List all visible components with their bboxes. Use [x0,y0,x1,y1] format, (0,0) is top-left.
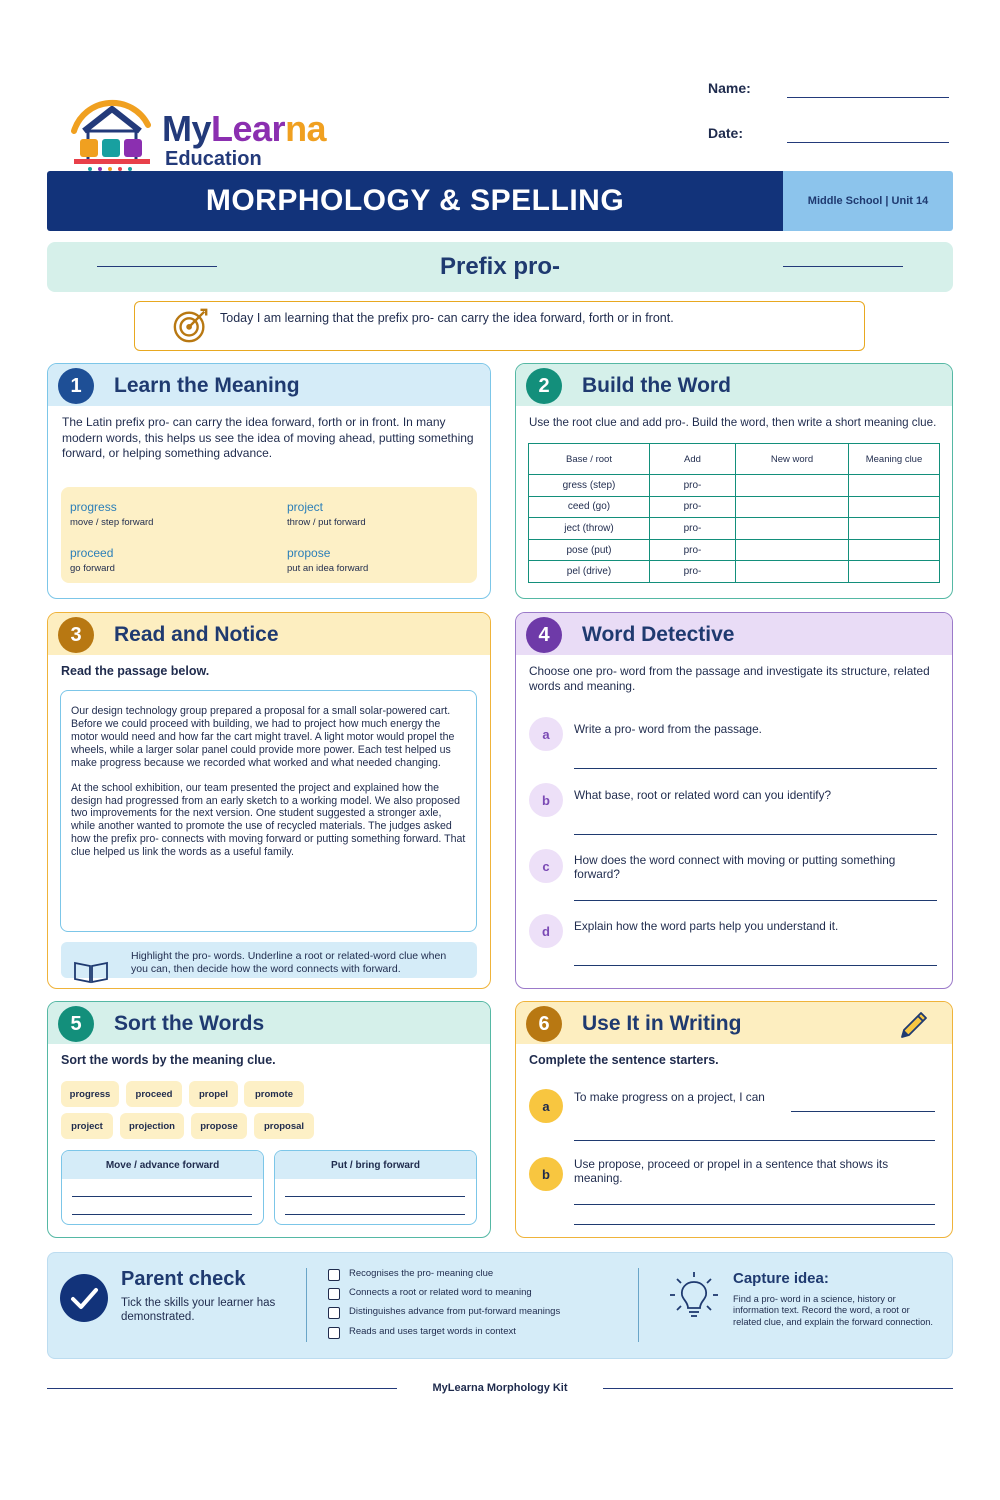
add-cell: pro- [650,518,736,540]
writing-instruction: Complete the sentence starters. [529,1053,719,1067]
skill-checkbox[interactable] [328,1288,340,1300]
column-header: Meaning clue [849,444,940,475]
book-icon [73,960,109,984]
parent-check-title: Parent check [121,1268,246,1290]
card-title: Word Detective [582,623,735,646]
skill-label: Connects a root or related word to meaning [349,1287,532,1298]
question-letter: b [529,783,563,817]
capture-title: Capture idea: [733,1270,829,1287]
title-banner [47,171,783,231]
sort-answer-line[interactable] [72,1196,252,1197]
new-word-cell[interactable] [736,475,849,497]
topic-divider-right [783,266,903,267]
question-text: Explain how the word parts help you understand it. [574,919,839,933]
level-text: Middle School | Unit 14 [807,195,929,207]
base-cell: pose (put) [529,539,650,561]
question-text: What base, root or related word can you identify? [574,788,832,802]
name-field[interactable] [787,97,949,98]
answer-line[interactable] [574,768,937,769]
checkmark-icon [60,1274,108,1322]
logo-subtitle: Education [165,148,262,170]
word-definition: go forward [70,563,115,574]
writing-line[interactable] [574,1224,935,1225]
card-title: Sort the Words [114,1012,265,1035]
sort-instruction: Sort the words by the meaning clue. [61,1053,276,1067]
writing-line[interactable] [791,1111,935,1112]
word-entry [70,500,153,528]
table-row [529,539,940,561]
skill-checkbox[interactable] [328,1327,340,1339]
pencil-icon [897,1008,931,1042]
passage-paragraph: Our design technology group prepared a proposal for a small solar-powered cart. Before we could proceed with building, we had to project how much energy the motor would need and how far the cart might travel. A light motor would propel the wheels, while a larger solar panel could provide more power. Each test helped us make progress because we recorded what worked and what needed changing. [71,705,455,769]
skill-label: Reads and uses target words in context [349,1326,516,1337]
new-word-cell[interactable] [736,518,849,540]
sort-answer-line[interactable] [72,1214,252,1215]
meaning-clue-cell[interactable] [849,518,940,540]
add-cell: pro- [650,561,736,583]
topic-divider-left [97,266,217,267]
word-chip[interactable]: progress [61,1081,119,1107]
reading-passage [60,690,477,932]
page-title: MORPHOLOGY & SPELLING [205,184,625,217]
add-cell: pro- [650,496,736,518]
table-row [529,496,940,518]
prompt-text: To make progress on a project, I can [574,1090,765,1104]
word-entry [287,546,368,574]
sort-column-header: Put / bring forward [275,1151,476,1179]
meaning-clue-cell[interactable] [849,496,940,518]
word: proceed [70,546,114,560]
name-label: Name: [708,80,751,96]
date-label: Date: [708,125,744,141]
word-chip[interactable]: propose [191,1113,247,1139]
meaning-clue-cell[interactable] [849,475,940,497]
prompt-letter: a [529,1089,563,1123]
sort-answer-line[interactable] [285,1196,465,1197]
word: propose [287,546,331,560]
prompt-text: Use propose, proceed or propel in a sentence that shows its meaning. [574,1157,889,1186]
prompt-letter: b [529,1157,563,1191]
skill-checkbox[interactable] [328,1307,340,1319]
learning-goal-text: Today I am learning that the prefix pro- can carry the idea forward, forth or in front. [220,311,674,325]
table-row [529,561,940,583]
meaning-clue-cell[interactable] [849,561,940,583]
topic-bar [47,242,953,292]
footer-text: MyLearna Morphology Kit [432,1382,568,1394]
add-cell: pro- [650,475,736,497]
word-entry [287,500,366,528]
topic-title: Prefix pro- [439,253,561,280]
word: progress [70,500,117,514]
skill-label: Recognises the pro- meaning clue [349,1268,494,1279]
base-cell: pel (drive) [529,561,650,583]
word-chip[interactable]: projection [120,1113,184,1139]
logo-name: MyLearna [162,108,327,149]
lightbulb-icon [668,1270,720,1322]
parent-check-subtitle: Tick the skills your learner has demonstrated. [121,1297,276,1323]
card-title: Use It in Writing [582,1012,742,1035]
capture-text: Find a pro- word in a science, history or information text. Record the word, a root or related clue, and explain the forward connection. [733,1294,934,1327]
word-definition: put an idea forward [287,563,369,574]
divider [638,1268,639,1342]
word-definition: move / step forward [70,517,154,528]
question-letter: c [529,849,563,883]
question-letter: d [529,914,563,948]
base-cell: ject (throw) [529,518,650,540]
add-cell: pro- [650,539,736,561]
word-chip[interactable]: proceed [126,1081,182,1107]
word-entry [70,546,115,574]
table-header-row [529,444,940,475]
build-instructions: Use the root clue and add pro-. Build the word, then write a short meaning clue. [529,416,937,429]
question-text: How does the word connect with moving or putting something forward? [574,853,896,882]
table-row [529,475,940,497]
sort-column-header: Move / advance forward [62,1151,263,1179]
new-word-cell[interactable] [736,496,849,518]
learning-goal-box [134,301,865,351]
card-number: 2 [526,368,562,404]
word-chip[interactable]: proposal [254,1113,314,1139]
writing-line[interactable] [574,1204,935,1205]
passage-paragraph: At the school exhibition, our team presented the project and explained how the design had progressed from an early sketch to a working model. We also proposed two improvements for the next version. One student suggested a stronger axle, while another wanted to promote the use of recycled materials. The judges asked how the prefix pro- connects with moving forward or putting something forward. That clue helped us link the words as a useful family. [71,781,466,859]
question-text: Write a pro- word from the passage. [574,722,762,736]
base-cell: ceed (go) [529,496,650,518]
word-chip[interactable]: promote [244,1081,304,1107]
skill-label: Distinguishes advance from put-forward meanings [349,1306,561,1317]
divider [306,1268,307,1342]
detective-intro: Choose one pro- word from the passage and investigate its structure, related words and meaning. [529,664,930,694]
house-logo-icon [60,95,160,175]
writing-line[interactable] [574,1140,935,1141]
target-icon [172,306,210,344]
sort-answer-line[interactable] [285,1214,465,1215]
word-chip[interactable]: project [61,1113,113,1139]
card-number: 5 [58,1006,94,1042]
meaning-clue-cell[interactable] [849,539,940,561]
level-badge [783,171,953,231]
card-number: 6 [526,1006,562,1042]
card-number: 4 [526,617,562,653]
card-number: 1 [58,368,94,404]
date-field[interactable] [787,142,949,143]
answer-line[interactable] [574,900,937,901]
column-header: New word [736,444,849,475]
word: project [287,500,324,514]
card-title: Read and Notice [114,623,279,646]
checkmark-badge [60,1274,108,1322]
word-chip[interactable]: propel [189,1081,238,1107]
build-word-table [528,443,940,583]
new-word-cell[interactable] [736,561,849,583]
answer-line[interactable] [574,965,937,966]
column-header: Base / root [529,444,650,475]
skill-checkbox[interactable] [328,1269,340,1281]
word-definition: throw / put forward [287,517,366,528]
new-word-cell[interactable] [736,539,849,561]
hint-text: Highlight the pro- words. Underline a root or related-word clue when you can, then decide how the word connects with forward. [131,950,447,975]
card-title: Learn the Meaning [114,374,300,397]
column-header: Add [650,444,736,475]
read-instruction: Read the passage below. [61,664,210,678]
card-title: Build the Word [582,374,731,397]
meaning-text: The Latin prefix pro- can carry the idea forward, forth or in front. In many modern words, this helps us see the idea of moving ahead, putting something forward, or helping something advance. [62,415,474,461]
card-use-writing [515,1001,953,1238]
base-cell: gress (step) [529,475,650,497]
table-row [529,518,940,540]
answer-line[interactable] [574,834,937,835]
question-letter: a [529,717,563,751]
card-number: 3 [58,617,94,653]
